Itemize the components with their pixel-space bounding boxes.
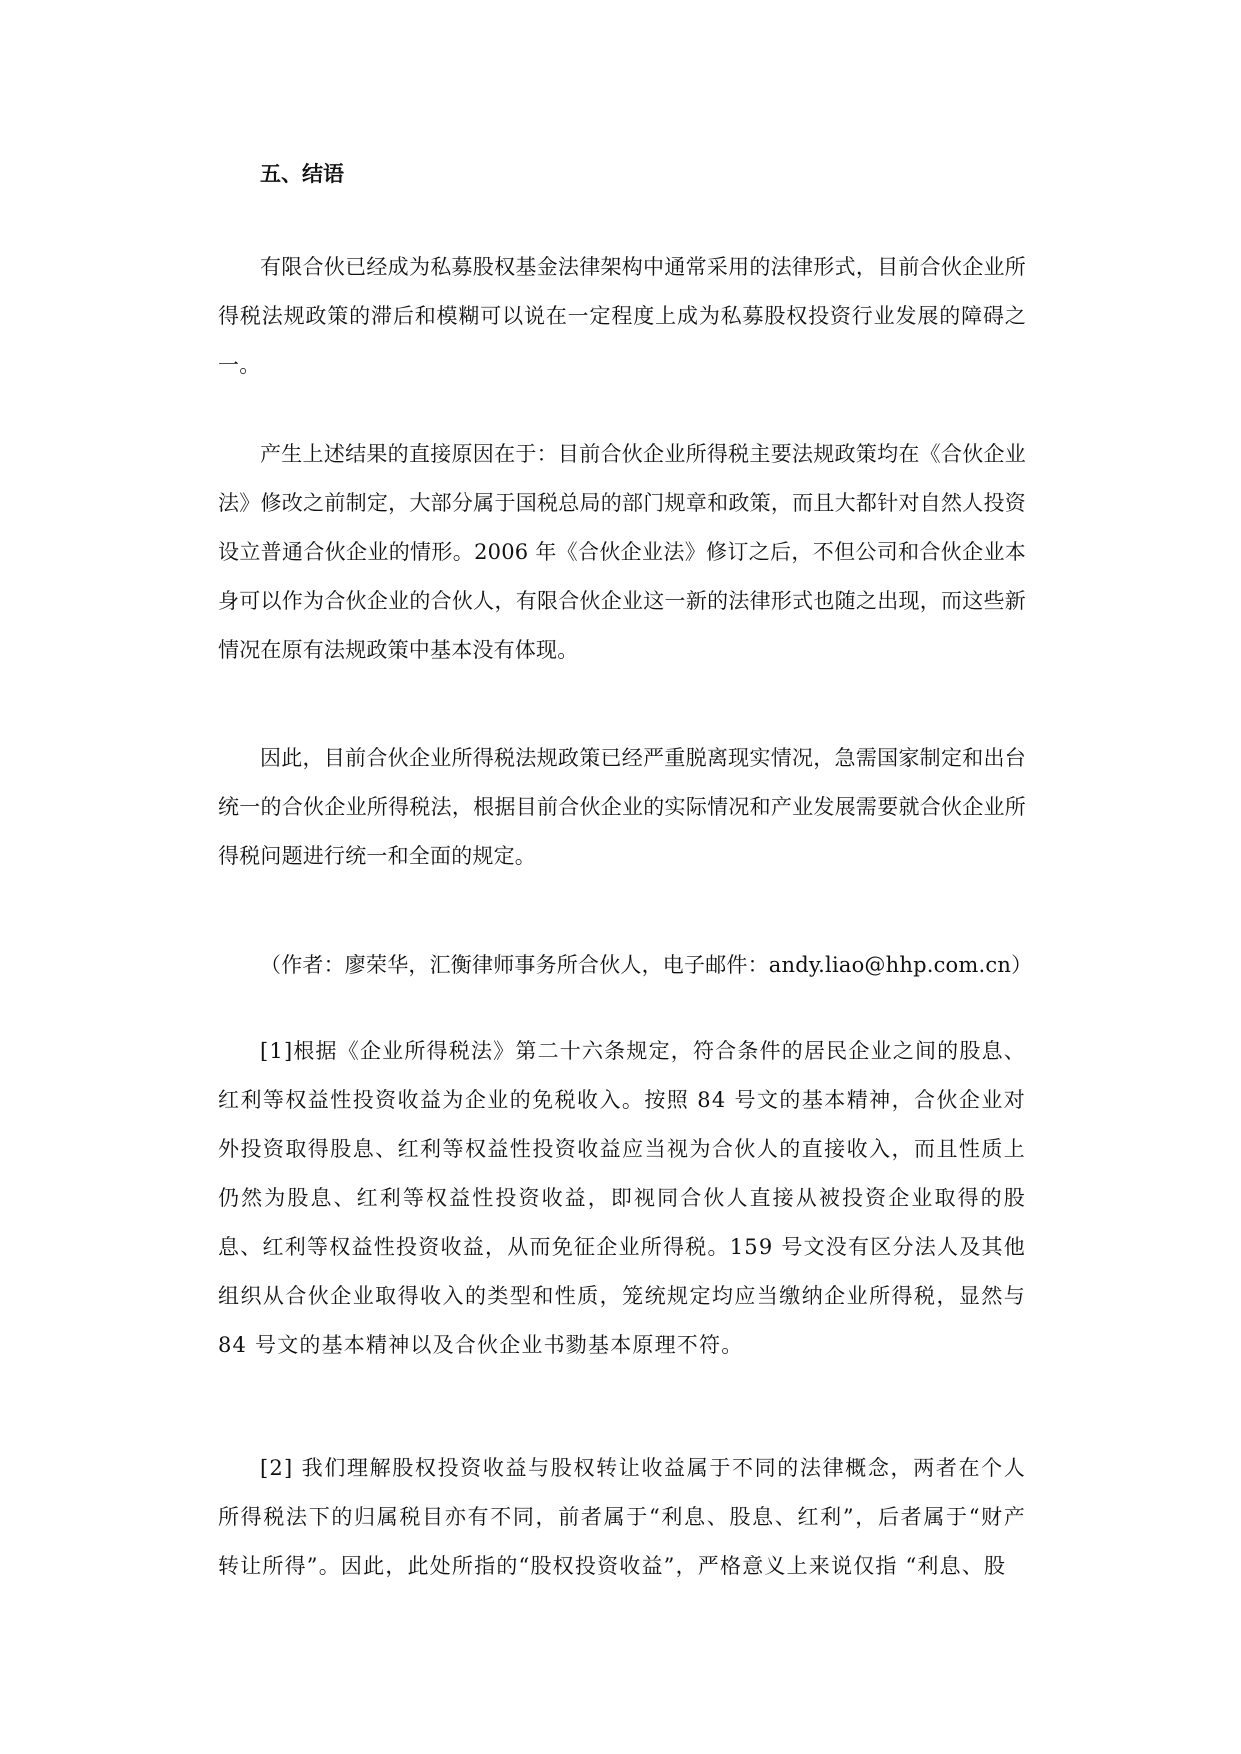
body-paragraph: 有限合伙已经成为私募股权基金法律架构中通常采用的法律形式，目前合伙企业所得税法规政策的滞后和模糊可以说在一定程度上成为私募股权投资行业发展的障碍之一。	[218, 255, 1026, 377]
section-heading: 五、结语	[260, 162, 344, 186]
author-line: （作者：廖荣华，汇衡律师事务所合伙人，电子邮件：andy.liao@hhp.com.cn）	[260, 953, 1033, 977]
footnote: [2] 我们理解股权投资收益与股权转让收益属于不同的法律概念，两者在个人所得税法下的归属税目亦有不同，前者属于“利息、股息、红利”，后者属于“财产转让所得”。因此，此处所指的“股权投资收益”，严格意义上来说仅指 “利息、股	[218, 1456, 1026, 1578]
body-paragraph: 产生上述结果的直接原因在于：目前合伙企业所得税主要法规政策均在《合伙企业法》修改之前制定，大部分属于国税总局的部门规章和政策，而且大都针对自然人投资设立普通合伙企业的情形。2006 年《合伙企业法》修订之后，不但公司和合伙企业本身可以作为合伙企业的合伙人，有限合伙企业这一新的法律形式也随之出现，而这些新情况在原有法规政策中基本没有体现。	[218, 442, 1026, 662]
body-paragraph: 因此，目前合伙企业所得税法规政策已经严重脱离现实情况，急需国家制定和出台统一的合伙企业所得税法，根据目前合伙企业的实际情况和产业发展需要就合伙企业所得税问题进行统一和全面的规定。	[218, 746, 1026, 868]
footnote: [1]根据《企业所得税法》第二十六条规定，符合条件的居民企业之间的股息、红利等权益性投资收益为企业的免税收入。按照 84 号文的基本精神，合伙企业对外投资取得股息、红利等权益性投资收益应当视为合伙人的直接收入，而且性质上仍然为股息、红利等权益性投资收益，即视同合伙人直接从被投资企业取得的股息、红利等权益性投资收益，从而免征企业所得税。159 号文没有区分法人及其他组织从合伙企业取得收入的类型和性质，笼统规定均应当缴纳企业所得税，显然与 84 号文的基本精神以及合伙企业书勠基本原理不符。	[218, 1039, 1026, 1357]
